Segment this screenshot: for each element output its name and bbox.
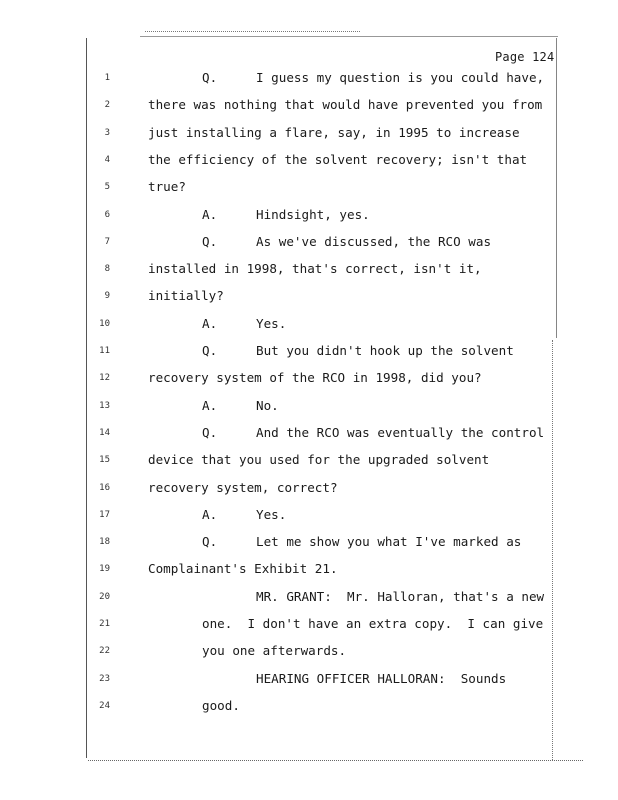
line-text: good. bbox=[202, 697, 240, 713]
qa-marker: A. bbox=[202, 206, 218, 222]
line-text: No. bbox=[256, 397, 279, 413]
line-number: 13 bbox=[99, 400, 110, 411]
qa-marker: A. bbox=[202, 506, 218, 522]
transcript-line bbox=[0, 478, 618, 498]
qa-line bbox=[202, 505, 286, 525]
line-number: 5 bbox=[104, 182, 110, 193]
line-text: HEARING OFFICER HALLORAN: Sounds bbox=[256, 670, 507, 686]
line-number: 12 bbox=[99, 373, 110, 384]
transcript-line bbox=[0, 177, 618, 197]
transcript-line bbox=[0, 123, 618, 143]
transcript-line bbox=[0, 314, 618, 334]
transcript-line bbox=[0, 669, 618, 689]
line-text: just installing a flare, say, in 1995 to increase bbox=[148, 124, 520, 140]
line-text: initially? bbox=[148, 288, 224, 304]
line-number: 22 bbox=[99, 646, 110, 657]
line-number: 17 bbox=[99, 509, 110, 520]
transcript-line bbox=[0, 614, 618, 634]
transcript-line bbox=[0, 423, 618, 443]
transcript-line bbox=[0, 532, 618, 552]
line-text: the efficiency of the solvent recovery; isn't that bbox=[148, 151, 528, 167]
line-number: 23 bbox=[99, 673, 110, 684]
line-text: And the RCO was eventually the control bbox=[256, 424, 545, 440]
qa-marker: Q. bbox=[202, 70, 218, 85]
footer-rule bbox=[88, 760, 583, 761]
transcript-line bbox=[0, 232, 618, 252]
line-number: 21 bbox=[99, 619, 110, 629]
line-number: 18 bbox=[99, 537, 110, 548]
scan-artifact-top bbox=[145, 31, 360, 32]
line-number: 11 bbox=[99, 346, 110, 356]
qa-line bbox=[202, 314, 286, 334]
line-text: one. I don't have an extra copy. I can give bbox=[202, 616, 544, 631]
qa-marker: A. bbox=[202, 397, 218, 413]
line-number: 6 bbox=[104, 209, 110, 220]
qa-line bbox=[202, 205, 370, 225]
transcript-line bbox=[0, 696, 618, 716]
qa-marker: Q. bbox=[202, 233, 218, 249]
line-text: recovery system of the RCO in 1998, did you? bbox=[148, 370, 482, 386]
line-number: 8 bbox=[104, 264, 110, 275]
qa-line bbox=[202, 341, 514, 361]
line-number: 4 bbox=[104, 154, 110, 165]
line-number: 7 bbox=[104, 236, 110, 247]
qa-marker: Q. bbox=[202, 534, 218, 550]
transcript-line bbox=[0, 68, 618, 88]
line-text: recovery system, correct? bbox=[148, 479, 338, 495]
transcript-line bbox=[0, 641, 618, 661]
line-text: Yes. bbox=[256, 315, 287, 331]
line-number: 14 bbox=[99, 427, 110, 438]
header-rule bbox=[140, 36, 558, 37]
qa-line bbox=[202, 232, 491, 252]
line-text: device that you used for the upgraded solvent bbox=[148, 452, 490, 468]
line-text: As we've discussed, the RCO was bbox=[256, 233, 492, 249]
qa-line bbox=[202, 68, 544, 88]
qa-marker: Q. bbox=[202, 343, 218, 358]
transcript-line bbox=[0, 450, 618, 470]
line-number: 10 bbox=[99, 318, 110, 329]
line-number: 15 bbox=[99, 455, 110, 466]
line-text: Complainant's Exhibit 21. bbox=[148, 561, 338, 577]
qa-line bbox=[202, 423, 544, 443]
qa-marker: Q. bbox=[202, 424, 218, 440]
transcript-line bbox=[0, 587, 618, 607]
page-number: Page 124 bbox=[495, 50, 555, 64]
transcript-line bbox=[0, 286, 618, 306]
line-text: true? bbox=[148, 179, 186, 195]
transcript-line bbox=[0, 505, 618, 525]
transcript-line bbox=[0, 95, 618, 115]
line-text: Hindsight, yes. bbox=[256, 206, 370, 222]
line-number: 20 bbox=[99, 591, 110, 602]
line-text: Let me show you what I've marked as bbox=[256, 534, 522, 550]
line-text: MR. GRANT: Mr. Halloran, that's a new bbox=[256, 588, 545, 604]
line-text: you one afterwards. bbox=[202, 643, 347, 659]
line-text: But you didn't hook up the solvent bbox=[256, 343, 514, 358]
qa-marker: A. bbox=[202, 315, 218, 331]
transcript-line bbox=[0, 396, 618, 416]
line-text: Yes. bbox=[256, 506, 287, 522]
transcript-line bbox=[0, 559, 618, 579]
line-number: 1 bbox=[104, 73, 110, 83]
line-text: installed in 1998, that's correct, isn't it, bbox=[148, 261, 482, 277]
line-number: 2 bbox=[104, 100, 110, 111]
transcript-line bbox=[0, 341, 618, 361]
qa-line bbox=[202, 396, 279, 416]
line-text: I guess my question is you could have, bbox=[256, 70, 545, 85]
line-number: 3 bbox=[104, 127, 110, 138]
transcript-line bbox=[0, 150, 618, 170]
transcript-line bbox=[0, 368, 618, 388]
line-number: 24 bbox=[99, 700, 110, 711]
line-number: 9 bbox=[104, 291, 110, 302]
line-number: 19 bbox=[99, 564, 110, 575]
qa-line bbox=[202, 532, 521, 552]
transcript-line bbox=[0, 259, 618, 279]
line-number: 16 bbox=[99, 482, 110, 493]
transcript-line bbox=[0, 205, 618, 225]
line-text: there was nothing that would have prevented you from bbox=[148, 97, 543, 113]
